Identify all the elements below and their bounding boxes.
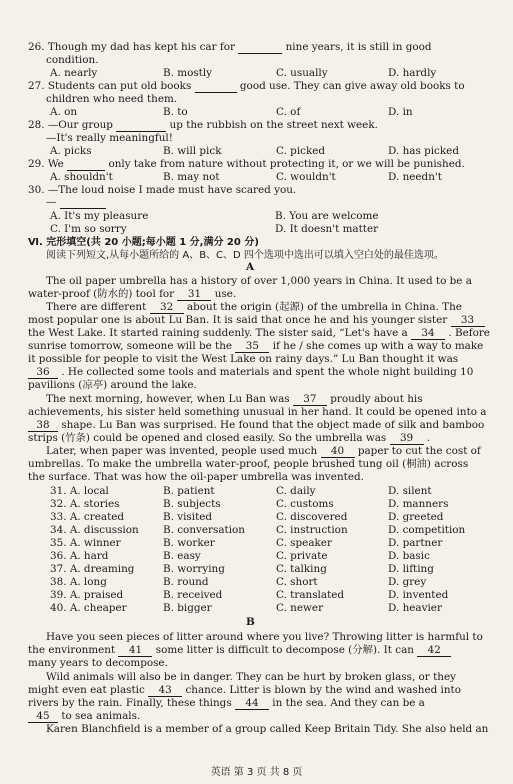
q35-option-c[interactable]: C. speaker [276,537,332,549]
q38-option-b[interactable]: B. round [163,576,209,588]
q38-option-a[interactable]: 38. A. long [50,576,107,588]
q28-blank [116,120,166,132]
q30-response: — [46,196,106,209]
q30-option-b[interactable]: B. You are welcome [275,210,379,222]
q38-option-d[interactable]: D. grey [388,576,427,588]
q26-option-c[interactable]: C. usually [276,67,328,79]
q29-option-a[interactable]: A. shouldn't [50,171,113,183]
q40-option-b[interactable]: B. bigger [163,602,212,614]
q37-option-b[interactable]: B. worrying [163,563,225,575]
q33-option-c[interactable]: C. discovered [276,511,348,523]
q26-stem: 26. Though my dad has kept his car for nine years, it is still in good [28,41,432,53]
q26-option-b[interactable]: B. mostly [163,67,213,79]
q28-option-d[interactable]: D. has picked [388,145,459,157]
blank-40[interactable]: 40 [321,446,355,458]
q31-option-d[interactable]: D. silent [388,485,432,497]
q39-option-b[interactable]: B. received [163,589,223,601]
section-instruction: 阅读下列短文,从每小题所给的 A、B、C、D 四个选项中选出可以填入空白处的最佳选项。 [46,250,444,261]
blank-35[interactable]: 35 [235,341,269,353]
q36-option-d[interactable]: D. basic [388,550,430,562]
blank-42[interactable]: 42 [417,645,451,657]
passage-b-label: B [246,616,255,628]
q40-option-c[interactable]: C. newer [276,602,324,614]
q39-option-c[interactable]: C. translated [276,589,345,601]
q31-option-b[interactable]: B. patient [163,485,215,497]
q27-option-a[interactable]: A. on [50,106,78,118]
q30-option-a[interactable]: A. It's my pleasure [50,210,149,222]
exam-page: 26. Though my dad has kept his car for nine years, it is still in good condition. A. nearly B. mostly C. usually D. hardly 27. Students can put old books good use. They can give away old books to children who need them. A. on B. to C. of D. in 28. —Our group up the rubbish on the street next week. —It's really meaningful! A. picks B. will pick C. picked D. has picked 29. We only take from nature without protecting it, or we will be punished. A. shouldn't B. may not C. wouldn't D. needn't 30. —The loud noise I made must have scared you. — A. It's my pleasure B. You are welcome C. I'm so sorry D. It doesn't matter Ⅵ. 完形填空(共 20 小题;每小题 1 分,满分 20 分) 阅读下列短文,从每小题所给的 A、B、C、D 四个选项中选出可以填入空白处的最佳选项。 A The oil paper umbrella has a history of over 1,000 years in China. It used to be a water-proof (防水的) tool for 31 use. There are different 32 about the origin (起源) of the umbrella in China. The most popular one is about Lu Ban. It is said that once he and his younger sister 33 the West Lake. It started raining suddenly. The sister said, “Let's have a 34 . Before sunrise tomorrow, someone will be the 35 if he / she comes up with a way to make it possible for people to visit the West Lake on rainy days.” Lu Ban thought it was 36 . He collected some tools and materials and spent the whole night building 10 pavilions (凉亭) around the lake. The next morning, however, when Lu Ban was 37 proudly about his achievements, his sister held something unusual in her hand. It could be opened into a 38 shape. Lu Ban was surprised. He found that the object made of silk and bamboo strips (竹条) could be opened and closed easily. So the umbrella was 39 . Later, when paper was invented, people used much 40 paper to cut the cost of umbrellas. To make the umbrella water-proof, people brushed tung oil (桐油) across the surface. That was how the oil-paper umbrella was invented. 31. A. local B. patient C. daily D. silent 32. A. stories B. subjects C. customs D. manners 33. A. created B. visited C. discovered D. greeted 34. A. discussion B. conversation C. instruction D. competition 35. A. winner B. worker C. speaker D. partner 36. A. hard B. easy C. private D. basic 37. A. dreaming B. worrying C. talking D. lifting 38. A. long B. round C. short D. grey 39. A. praised B. received C. translated D. invented 40. A. cheaper B. bigger C. newer D. heavier B Have you seen pieces of litter around where you live? Throwing litter is harmful to the environment 41 some litter is difficult to decompose (分解). It can 42 many years to decompose. Wild animals will also be in danger. They can be hurt by broken glass, or they might even eat plastic 43 chance. Litter is blown by the wind and washed into rivers by the rain. Finally, these things 44 in the sea. And they can be a 45 to sea animals. Karen Blanchfield is a member of a group called Keep Britain Tidy. She also held an 英语 第 3 页 共 8 页 [0,0,513,784]
q33-option-a[interactable]: 33. A. created [50,511,125,523]
q33-option-b[interactable]: B. visited [163,511,213,523]
q39-option-d[interactable]: D. invented [388,589,449,601]
q36-option-c[interactable]: C. private [276,550,328,562]
q37-option-d[interactable]: D. lifting [388,563,434,575]
q30-blank [60,197,106,209]
page-footer: 英语 第 3 页 共 8 页 [210,767,303,778]
section-title: Ⅵ. 完形填空(共 20 小题;每小题 1 分,满分 20 分) [28,237,259,248]
q39-option-a[interactable]: 39. A. praised [50,589,124,601]
q31-option-a[interactable]: 31. A. local [50,485,109,497]
blank-34[interactable]: 34 [411,328,445,340]
q27-option-d[interactable]: D. in [388,106,413,118]
blank-32[interactable]: 32 [150,302,184,314]
q32-option-d[interactable]: D. manners [388,498,449,510]
q35-option-a[interactable]: 35. A. winner [50,537,121,549]
q29-option-b[interactable]: B. may not [163,171,220,183]
q28-option-b[interactable]: B. will pick [163,145,222,157]
q27-blank [195,81,237,93]
q31-option-c[interactable]: C. daily [276,485,316,497]
q35-option-b[interactable]: B. worker [163,537,215,549]
blank-39[interactable]: 39 [390,433,424,445]
q28-option-c[interactable]: C. picked [276,145,326,157]
blank-36[interactable]: 36 [28,367,58,379]
q34-option-b[interactable]: B. conversation [163,524,245,536]
q33-option-d[interactable]: D. greeted [388,511,444,523]
blank-37[interactable]: 37 [293,394,327,406]
q26-blank [238,42,282,54]
q27-option-c[interactable]: C. of [276,106,301,118]
blank-38[interactable]: 38 [28,420,58,432]
q40-option-d[interactable]: D. heavier [388,602,442,614]
q36-option-b[interactable]: B. easy [163,550,201,562]
q32-option-c[interactable]: C. customs [276,498,334,510]
q29-option-c[interactable]: C. wouldn't [276,171,336,183]
q38-option-c[interactable]: C. short [276,576,318,588]
q28-stem: 28. —Our group up the rubbish on the street next week. [28,119,378,131]
q28-option-a[interactable]: A. picks [50,145,92,157]
q32-option-a[interactable]: 32. A. stories [50,498,120,510]
q26-option-d[interactable]: D. hardly [388,67,437,79]
q26-option-a[interactable]: A. nearly [50,67,98,79]
q34-option-c[interactable]: C. instruction [276,524,348,536]
q35-option-d[interactable]: D. partner [388,537,443,549]
blank-43[interactable]: 43 [148,685,182,697]
q30-stem: 30. —The loud noise I made must have scared you. [28,184,297,196]
blank-41[interactable]: 41 [118,645,152,657]
blank-44[interactable]: 44 [235,698,269,710]
q37-option-c[interactable]: C. talking [276,563,327,575]
q34-option-a[interactable]: 34. A. discussion [50,524,139,536]
q29-option-d[interactable]: D. needn't [388,171,442,183]
q37-option-a[interactable]: 37. A. dreaming [50,563,135,575]
q29-stem: 29. We only take from nature without protecting it, or we will be punished. [28,158,465,170]
blank-45[interactable]: 45 [28,711,58,723]
q36-option-a[interactable]: 36. A. hard [50,550,109,562]
passage-a-label: A [246,261,255,273]
q32-option-b[interactable]: B. subjects [163,498,221,510]
blank-31[interactable]: 31 [177,289,211,301]
q30-option-c[interactable]: C. I'm so sorry [50,223,127,235]
q34-option-d[interactable]: D. competition [388,524,466,536]
blank-33[interactable]: 33 [451,315,485,327]
q30-option-d[interactable]: D. It doesn't matter [275,223,379,235]
q27-stem: 27. Students can put old books good use. They can give away old books to [28,80,465,92]
q27-option-b[interactable]: B. to [163,106,188,118]
q40-option-a[interactable]: 40. A. cheaper [50,602,127,614]
q29-blank [67,159,105,171]
